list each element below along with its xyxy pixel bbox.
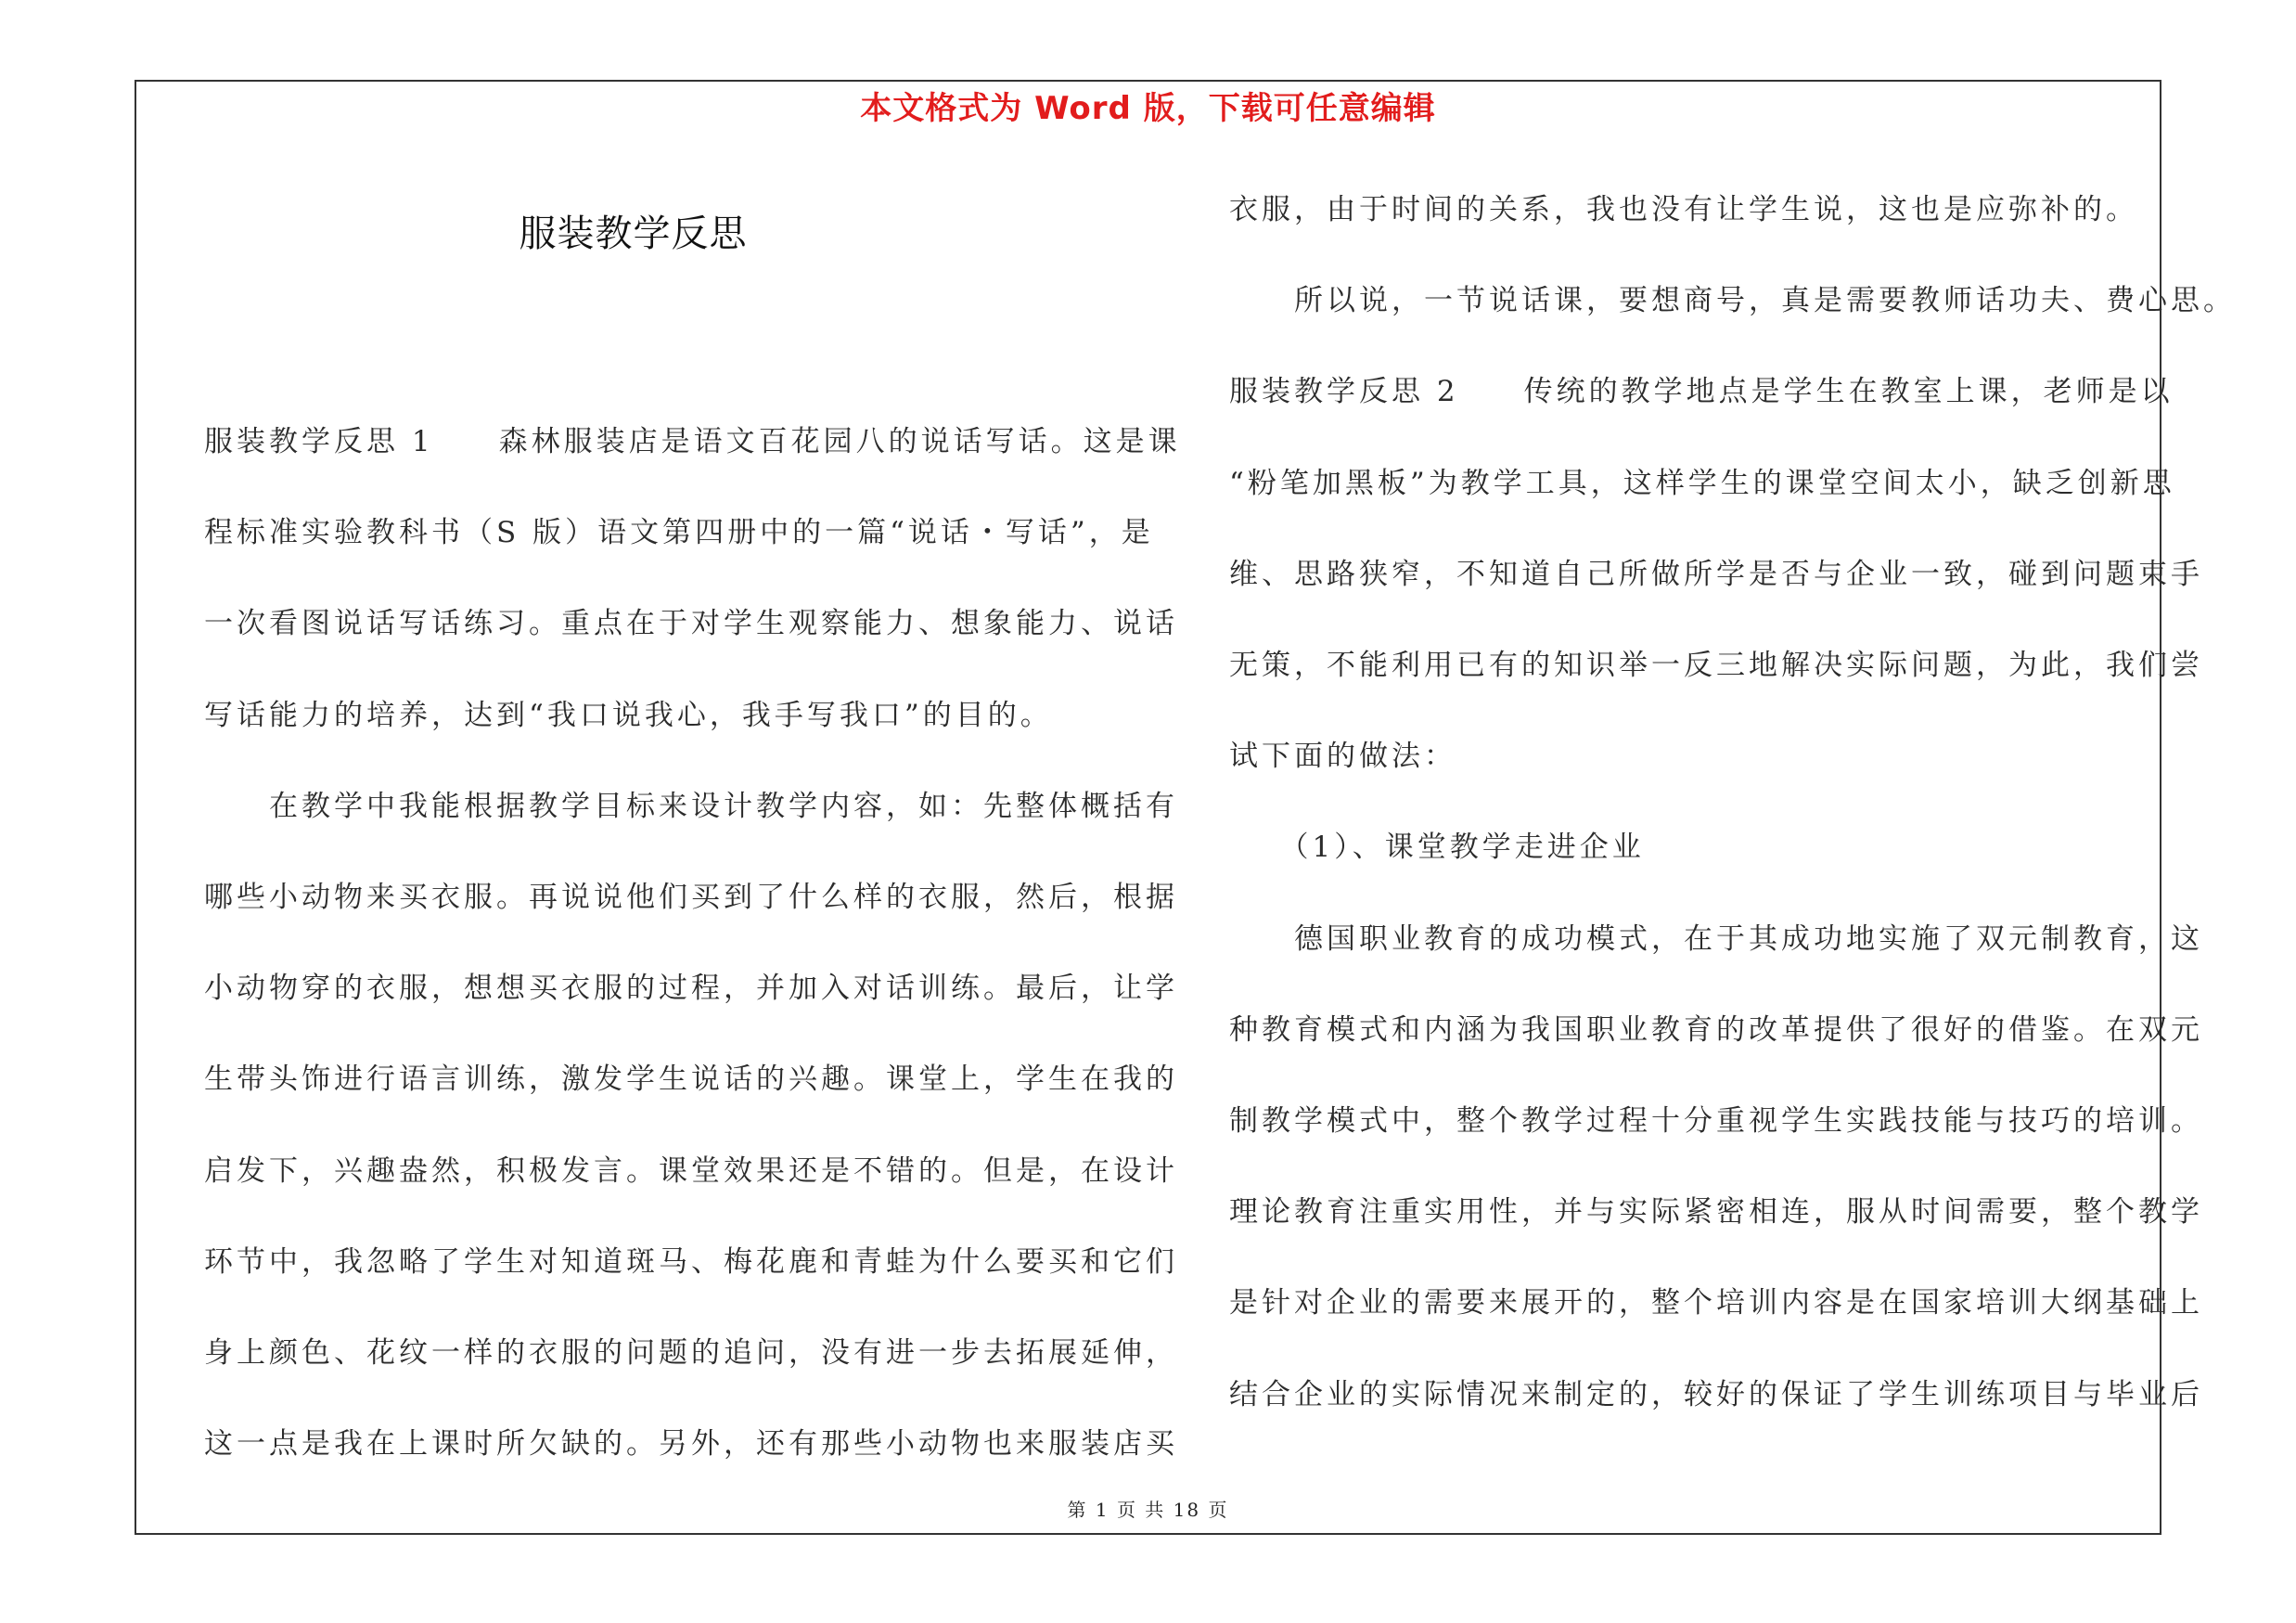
text-line: 服装教学反思 1 森林服装店是语文百花园八的说话写话。这是课 bbox=[204, 425, 1181, 458]
text-line: 制教学模式中，整个教学过程十分重视学生实践技能与技巧的培训。 bbox=[1229, 1104, 2203, 1139]
text-line: 身上颜色、花纹一样的衣服的问题的追问，没有进一步去拓展延伸， bbox=[204, 1336, 1178, 1371]
text-line: 程标准实验教科书（S 版）语文第四册中的一篇“说话・写话”，是 bbox=[204, 516, 1154, 550]
text-line: 所以说，一节说话课，要想商号，真是需要教师话功夫、费心思。 bbox=[1229, 284, 2236, 318]
text-line: 小动物穿的衣服，想想买衣服的过程，并加入对话训练。最后，让学 bbox=[204, 972, 1178, 1006]
right-text-column bbox=[1229, 164, 2236, 1440]
text-line: “粉笔加黑板”为教学工具，这样学生的课堂空间太小，缺乏创新思 bbox=[1229, 466, 2175, 500]
text-line: （1）、课堂教学走进企业 bbox=[1229, 831, 1645, 865]
text-line: 这一点是我在上课时所欠缺的。另外，还有那些小动物也来服装店买 bbox=[204, 1427, 1178, 1462]
text-line: 种教育模式和内涵为我国职业教育的改革提供了很好的借鉴。在双元 bbox=[1229, 1012, 2203, 1047]
text-line: 服装教学反思 2 传统的教学地点是学生在教室上课，老师是以 bbox=[1229, 375, 2174, 409]
document-title: 服装教学反思 bbox=[519, 213, 748, 255]
text-line: 试下面的做法： bbox=[1229, 740, 1456, 774]
text-line: 结合企业的实际情况来制定的，较好的保证了学生训练项目与毕业后 bbox=[1229, 1377, 2203, 1411]
text-line: 德国职业教育的成功模式，在于其成功地实施了双元制教育，这 bbox=[1229, 921, 2203, 956]
text-line: 哪些小动物来买衣服。再说说他们买到了什么样的衣服，然后，根据 bbox=[204, 881, 1178, 915]
text-line: 维、思路狭窄，不知道自己所做所学是否与企业一致，碰到问题束手 bbox=[1229, 557, 2203, 591]
text-line: 在教学中我能根据教学目标来设计教学内容，如：先整体概括有 bbox=[204, 789, 1178, 823]
text-line: 理论教育注重实用性，并与实际紧密相连，服从时间需要，整个教学 bbox=[1229, 1195, 2203, 1230]
format-notice-banner: 本文格式为 Word 版，下载可任意编辑 bbox=[860, 90, 1436, 127]
left-text-column bbox=[204, 396, 1181, 1489]
text-line: 生带头饰进行语言训练，激发学生说话的兴趣。课堂上，学生在我的 bbox=[204, 1063, 1178, 1097]
page-number-footer: 第 1 页 共 18 页 bbox=[1067, 1499, 1229, 1521]
text-line: 无策，不能利用已有的知识举一反三地解决实际问题，为此，我们尝 bbox=[1229, 649, 2203, 683]
text-line: 是针对企业的需要来展开的，整个培训内容是在国家培训大纲基础上 bbox=[1229, 1286, 2203, 1320]
text-line: 环节中，我忽略了学生对知道斑马、梅花鹿和青蛙为什么要买和它们 bbox=[204, 1244, 1178, 1279]
text-line: 一次看图说话写话练习。重点在于对学生观察能力、想象能力、说话 bbox=[204, 607, 1178, 641]
text-line: 写话能力的培养，达到“我口说我心，我手写我口”的目的。 bbox=[204, 698, 1053, 732]
text-line: 启发下，兴趣盎然，积极发言。课堂效果还是不错的。但是，在设计 bbox=[204, 1153, 1178, 1188]
text-line: 衣服，由于时间的关系，我也没有让学生说，这也是应弥补的。 bbox=[1229, 193, 2138, 226]
